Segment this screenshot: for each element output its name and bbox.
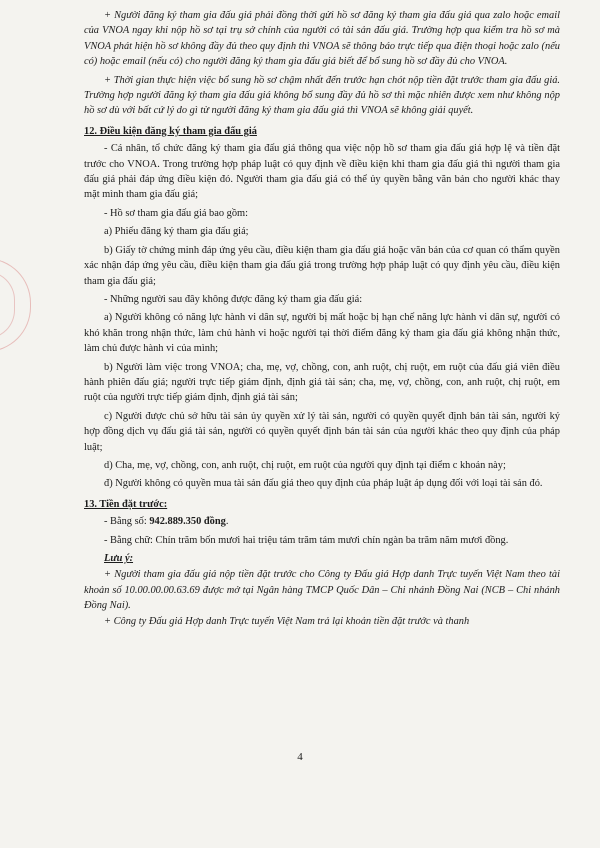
note-2: + Công ty Đấu giá Hợp danh Trực tuyến Việt Nam trả lại khoản tiền đặt trước và thanh	[104, 615, 470, 627]
paragraph-top-1: + Người đăng ký tham gia đấu giá phải đồng thời gửi hồ sơ đăng ký tham gia đấu giá qua zalo hoặc email của VNOA ngay khi nộp hồ sơ tại trụ sở chính của người có tài sản đấu giá. Trường hợp qua kiểm tra hồ sơ mà VNOA phát hiện hồ sơ không đầy đủ theo quy định thì VNOA sẽ thông báo trực tiếp qua điện thoại hoặc zalo (nếu có) hoặc email (nếu có) cho người đăng ký tham gia đấu giá biết để bổ sung hồ sơ đầy đủ cho VNOA.	[84, 10, 560, 68]
section-12-title: 12. Điều kiện đăng ký tham gia đấu giá	[84, 125, 257, 137]
section-12-para-5: - Những người sau đây không được đăng ký tham gia đấu giá:	[104, 293, 363, 305]
section-12-para-3: a) Phiếu đăng ký tham gia đấu giá;	[104, 226, 249, 238]
red-stamp-seal	[0, 258, 31, 352]
section-12-para-6: a) Người không có năng lực hành vi dân sự, người bị mất hoặc bị hạn chế năng lực hành vi dân sự, người có khó khăn trong nhận thức, làm chủ hành vi hoặc người tại thời điểm đăng ký tham gia đấu giá không nhận thức, làm chủ được hành vi của mình;	[84, 312, 560, 355]
section-12-para-7: b) Người làm việc trong VNOA; cha, mẹ, vợ, chồng, con, anh ruột, chị ruột, em ruột của đấu giá viên điều hành phiên đấu giá; người trực tiếp giám định, định giá tài sản; cha, mẹ, vợ, chồng, con, anh ruột, chị ruột, em ruột của người trực tiếp giám định, định giá tài sản;	[84, 361, 560, 404]
section-12-para-10: đ) Người không có quyền mua tài sản đấu giá theo quy định của pháp luật áp dụng đối với loại tài sản đó.	[104, 478, 543, 490]
deposit-amount-words: - Bằng chữ: Chín trăm bốn mươi hai triệu tám trăm tám mươi chín ngàn ba trăm năm mươi đồng.	[104, 534, 509, 546]
section-12-para-1: - Cá nhân, tổ chức đăng ký tham gia đấu giá thông qua việc nộp hồ sơ tham gia đấu giá hợp lệ và tiền đặt trước cho VNOA. Trong trường hợp pháp luật có quy định về điều kiện khi tham gia đấu giá thì người tham gia đấu giá phải đáp ứng điều kiện đó. Người tham gia đấu giá có thể ủy quyền bằng văn bản cho người khác thay mặt mình tham gia đấu giá;	[84, 143, 560, 201]
deposit-amount-value: 942.889.350 đồng	[149, 516, 226, 528]
section-12-para-8: c) Người được chủ sở hữu tài sản ủy quyền xử lý tài sản, người có quyền quyết định bán tài sản, người ký hợp đồng dịch vụ đấu giá tài sản, người có quyền quyết định bán tài sản của người khác theo quy định của pháp luật;	[84, 410, 560, 453]
note-title: Lưu ý:	[104, 553, 134, 564]
note-1: + Người tham gia đấu giá nộp tiền đặt trước cho Công ty Đấu giá Hợp danh Trực tuyến Việt Nam theo tài khoản số 10.00.00.00.63.69 được mở tại Ngân hàng TMCP Quốc Dân – Chi nhánh Đồng Nai (NCB – Chi nhánh Đồng Nai).	[84, 569, 560, 612]
section-13-title: 13. Tiền đặt trước:	[84, 498, 168, 510]
page-content	[84, 8, 560, 629]
section-12-para-9: d) Cha, mẹ, vợ, chồng, con, anh ruột, chị ruột, em ruột của người quy định tại điểm c khoản này;	[104, 459, 506, 471]
section-12-para-4: b) Giấy tờ chứng minh đáp ứng yêu cầu, điều kiện tham gia đấu giá hoặc văn bản của cơ quan có thẩm quyền xác nhận đáp ứng yêu cầu, điều kiện tham gia đấu giá trong trường hợp pháp luật có quy định yêu cầu, điều kiện tham gia đấu giá;	[84, 244, 560, 287]
page-number: 4	[297, 751, 303, 763]
paragraph-top-2: + Thời gian thực hiện việc bổ sung hồ sơ chậm nhất đến trước hạn chót nộp tiền đặt trước tham gia đấu giá. Trường hợp người đăng ký tham gia đấu giá không bổ sung đầy đủ hồ sơ thì mặc nhiên được xem như không nộp hồ sơ dù với bất cứ lý do gì từ người đăng ký tham gia đấu giá thì VNOA sẽ không giải quyết.	[84, 74, 560, 117]
section-12-para-2: - Hồ sơ tham gia đấu giá bao gồm:	[104, 207, 249, 219]
deposit-amount: - Bằng số: 942.889.350 đồng.	[104, 516, 229, 528]
